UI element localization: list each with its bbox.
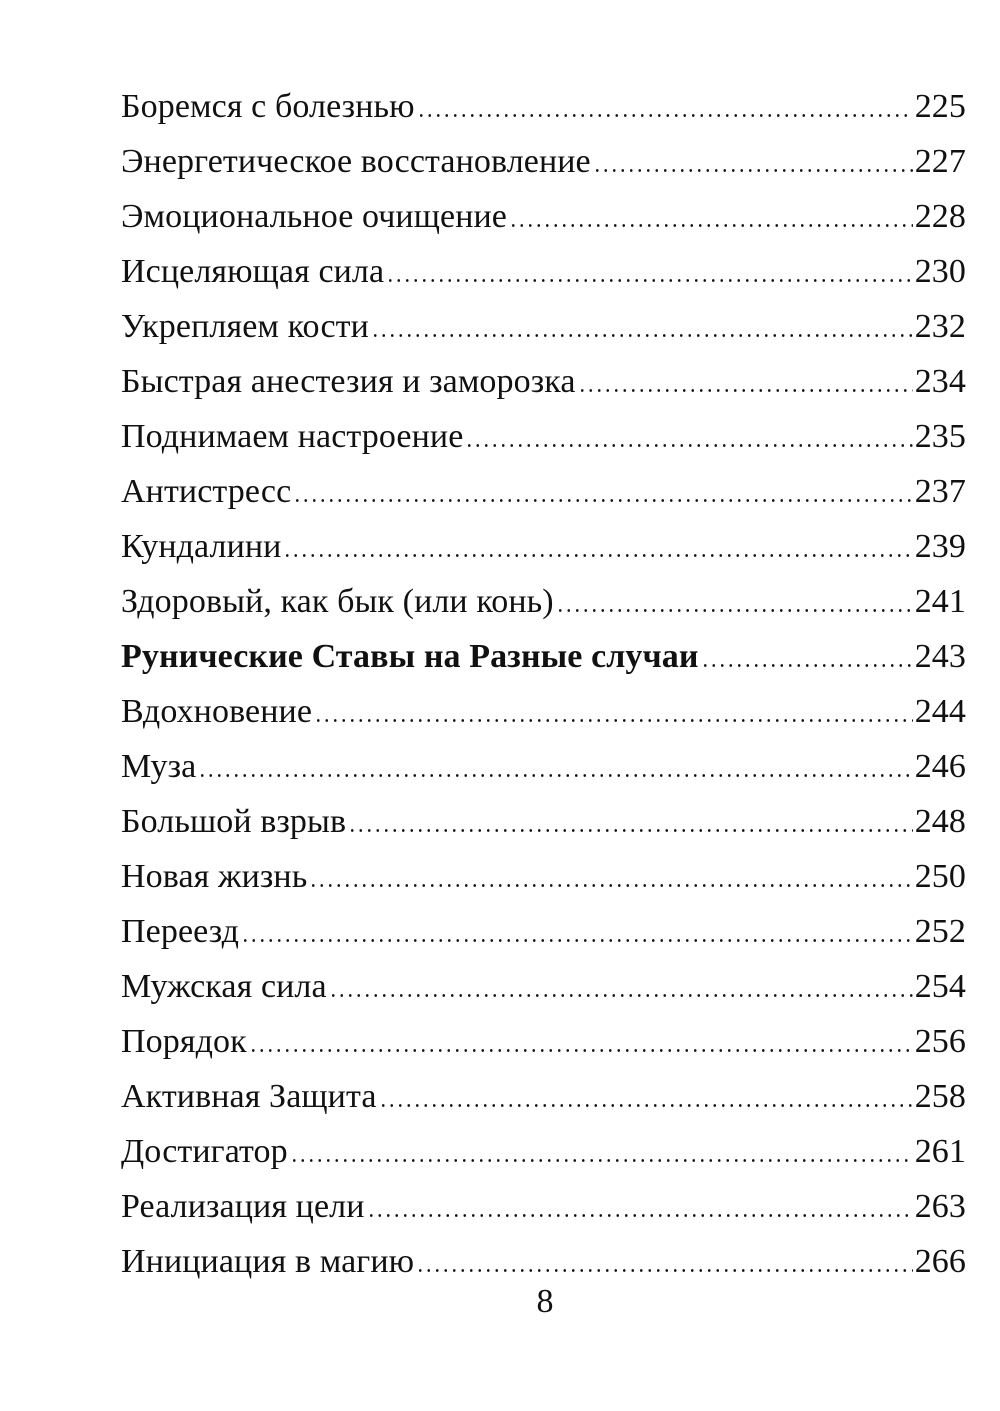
toc-entry-page: 237 bbox=[914, 473, 966, 510]
toc-entry-page: 263 bbox=[914, 1188, 966, 1225]
toc-entry-title: Боремся с болезнью bbox=[121, 88, 415, 125]
toc-entry-title: Муза bbox=[121, 748, 197, 785]
toc-entry-title: Эмоциональное очищение bbox=[121, 198, 507, 235]
toc-entry-title: Антистресс bbox=[121, 473, 292, 510]
dot-leader bbox=[290, 1132, 913, 1172]
dot-leader bbox=[509, 197, 913, 237]
dot-leader bbox=[416, 1242, 913, 1282]
toc-entry-page: 243 bbox=[914, 638, 966, 675]
dot-leader bbox=[417, 87, 913, 127]
dot-leader bbox=[556, 582, 913, 622]
table-of-contents bbox=[121, 72, 966, 1282]
toc-entry bbox=[121, 512, 966, 567]
dot-leader bbox=[283, 527, 912, 567]
toc-entry-page: 246 bbox=[914, 748, 966, 785]
dot-leader bbox=[198, 747, 912, 787]
toc-entry-page: 230 bbox=[914, 253, 966, 290]
toc-entry bbox=[121, 952, 966, 1007]
dot-leader bbox=[379, 1077, 913, 1117]
toc-entry bbox=[121, 72, 966, 127]
toc-entry bbox=[121, 1117, 966, 1172]
toc-entry-title: Энергетическое восстановление bbox=[121, 143, 591, 180]
dot-leader bbox=[314, 692, 913, 732]
dot-leader bbox=[386, 252, 912, 292]
toc-section-title: Рунические Ставы на Разные случаи bbox=[121, 638, 699, 675]
toc-entry bbox=[121, 237, 966, 292]
toc-entry-page: 235 bbox=[914, 418, 966, 455]
toc-entry-title: Активная Защита bbox=[121, 1078, 377, 1115]
toc-entry-title: Вдохновение bbox=[121, 693, 313, 730]
toc-entry-page: 266 bbox=[914, 1243, 966, 1280]
toc-entry bbox=[121, 732, 966, 787]
dot-leader bbox=[701, 637, 913, 677]
toc-entry-title: Инициация в магию bbox=[121, 1243, 415, 1280]
toc-entry-page: 261 bbox=[914, 1133, 966, 1170]
toc-entry-page: 254 bbox=[914, 968, 966, 1005]
dot-leader bbox=[367, 1187, 913, 1227]
dot-leader bbox=[578, 362, 913, 402]
toc-entry-title: Порядок bbox=[121, 1023, 247, 1060]
toc-entry-page: 227 bbox=[914, 143, 966, 180]
toc-entry-title: Достигатор bbox=[121, 1133, 288, 1170]
toc-entry-title: Большой взрыв bbox=[121, 803, 347, 840]
toc-entry-page: 244 bbox=[914, 693, 966, 730]
page-number: 8 bbox=[536, 1283, 554, 1320]
dot-leader bbox=[348, 802, 913, 842]
toc-entry bbox=[121, 1227, 966, 1282]
toc-entry bbox=[121, 347, 966, 402]
toc-entry bbox=[121, 1062, 966, 1117]
toc-section-heading bbox=[121, 622, 966, 677]
dot-leader bbox=[465, 417, 912, 457]
toc-entry-title: Здоровый, как бык (или конь) bbox=[121, 583, 554, 620]
dot-leader bbox=[241, 912, 913, 952]
dot-leader bbox=[293, 472, 912, 512]
toc-entry-page: 256 bbox=[914, 1023, 966, 1060]
toc-entry bbox=[121, 182, 966, 237]
toc-entry bbox=[121, 787, 966, 842]
dot-leader bbox=[329, 967, 913, 1007]
toc-entry-page: 225 bbox=[914, 88, 966, 125]
dot-leader bbox=[371, 307, 913, 347]
toc-entry-page: 234 bbox=[914, 363, 966, 400]
dot-leader bbox=[249, 1022, 913, 1062]
toc-entry bbox=[121, 127, 966, 182]
toc-entry-page: 252 bbox=[914, 913, 966, 950]
toc-entry bbox=[121, 897, 966, 952]
toc-entry-title: Реализация цели bbox=[121, 1188, 365, 1225]
toc-entry bbox=[121, 677, 966, 732]
toc-entry-page: 250 bbox=[914, 858, 966, 895]
toc-entry bbox=[121, 567, 966, 622]
toc-entry-title: Укрепляем кости bbox=[121, 308, 369, 345]
toc-entry-title: Исцеляющая сила bbox=[121, 253, 385, 290]
toc-entry bbox=[121, 842, 966, 897]
dot-leader bbox=[309, 857, 912, 897]
toc-entry bbox=[121, 457, 966, 512]
toc-entry-page: 232 bbox=[914, 308, 966, 345]
toc-entry-title: Поднимаем настроение bbox=[121, 418, 464, 455]
toc-entry-title: Кундалини bbox=[121, 528, 282, 565]
toc-entry-title: Новая жизнь bbox=[121, 858, 308, 895]
toc-entry-page: 241 bbox=[914, 583, 966, 620]
toc-entry bbox=[121, 1172, 966, 1227]
toc-entry-title: Переезд bbox=[121, 913, 240, 950]
toc-entry-title: Мужская сила bbox=[121, 968, 327, 1005]
dot-leader bbox=[593, 142, 913, 182]
toc-entry bbox=[121, 292, 966, 347]
toc-entry-page: 228 bbox=[914, 198, 966, 235]
toc-entry bbox=[121, 402, 966, 457]
toc-entry bbox=[121, 1007, 966, 1062]
toc-entry-title: Быстрая анестезия и заморозка bbox=[121, 363, 576, 400]
toc-entry-page: 258 bbox=[914, 1078, 966, 1115]
toc-entry-page: 248 bbox=[914, 803, 966, 840]
toc-entry-page: 239 bbox=[914, 528, 966, 565]
